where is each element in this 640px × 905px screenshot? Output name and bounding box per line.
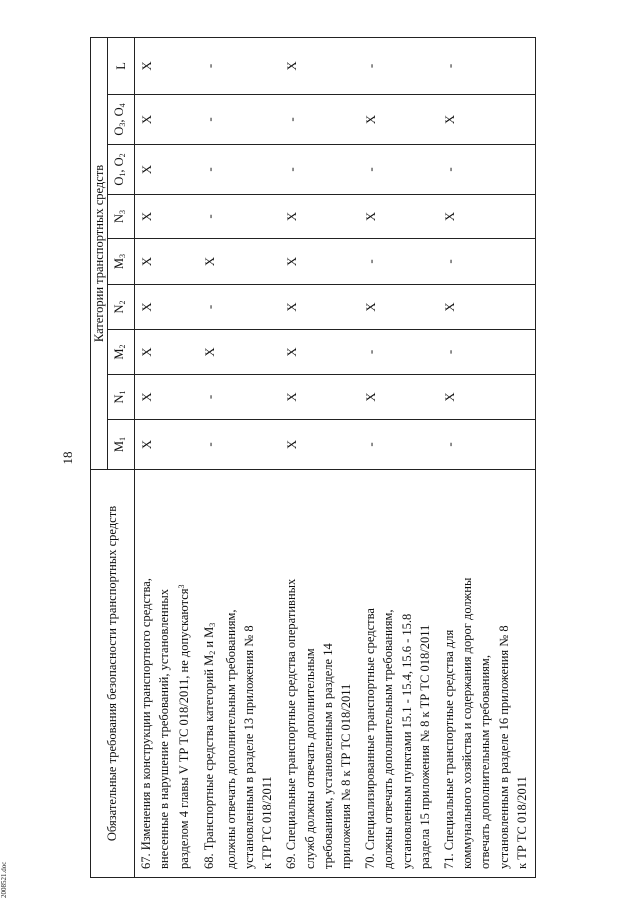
mark-cell: X [135, 37, 198, 94]
mark-cell: - [359, 420, 438, 470]
category-o3-o4: $O_3$, $O_4$ [108, 95, 135, 145]
requirements-header: Обязательные требования безопасности транспортных средств [91, 470, 135, 878]
mark-cell: X [438, 95, 536, 145]
table-row [359, 37, 438, 877]
mark-cell: - [280, 95, 359, 145]
mark-cell: X [280, 37, 359, 94]
requirement-text: 70. Специализированные транспортные средства должны отвечать дополнительным требованиям, установленным пунктами 15.1 - 15.4, 15.6 - 15.8 раздела 15 приложения № 8 к ТР ТС 018/2011 [359, 470, 438, 878]
table-row [280, 37, 359, 877]
mark-cell: X [280, 420, 359, 470]
requirement-text: 67. Изменения в конструкции транспортного средства, внесенные в нарушение требований, установленных разделом 4 главы V ТР ТС 018/2011, не допускаются$^3$ [135, 470, 198, 878]
mark-cell: X [359, 95, 438, 145]
mark-cell: - [198, 145, 281, 195]
category-l: L [108, 37, 135, 94]
category-n2: $N_2$ [108, 285, 135, 330]
mark-cell: X [135, 420, 198, 470]
mark-cell: X [135, 239, 198, 285]
categories-header: Категории транспортных средств [91, 37, 108, 469]
requirement-text: 69. Специальные транспортные средства оперативных служб должны отвечать дополнительным требованиям, установленным в разделе 14 приложения № 8 к ТР ТС 018/2011 [280, 470, 359, 878]
mark-cell: X [359, 195, 438, 239]
mark-cell: X [280, 375, 359, 420]
mark-cell: - [438, 330, 536, 375]
requirements-table [90, 37, 536, 878]
category-n1: $N_1$ [108, 375, 135, 420]
requirement-text: 71. Специальные транспортные средства для коммунального хозяйства и содержания дорог должны отвечать дополнительным требованиям, установленным в разделе 16 приложения № 8 к ТР ТС 018/2011 [438, 470, 536, 878]
category-m1: $M_1$ [108, 420, 135, 470]
mark-cell: X [135, 195, 198, 239]
mark-cell: - [280, 145, 359, 195]
category-o1-o2: $O_1$, $O_2$ [108, 145, 135, 195]
mark-cell: X [280, 285, 359, 330]
mark-cell: X [198, 330, 281, 375]
category-m3: $M_3$ [108, 239, 135, 285]
mark-cell: - [198, 420, 281, 470]
mark-cell: X [438, 195, 536, 239]
table-row [135, 37, 198, 877]
mark-cell: X [198, 239, 281, 285]
requirement-text: 68. Транспортные средства категорий $M_2$ и $M_3$ должны отвечать дополнительным требованиям, установленным в разделе 13 приложения № 8 к ТР ТС 018/2011 [198, 470, 281, 878]
category-m2: $M_2$ [108, 330, 135, 375]
mark-cell: X [438, 375, 536, 420]
mark-cell: - [438, 420, 536, 470]
mark-cell: - [198, 285, 281, 330]
mark-cell: X [135, 330, 198, 375]
mark-cell: - [198, 195, 281, 239]
footnote-marker: 3 [177, 584, 187, 589]
mark-cell: - [359, 330, 438, 375]
category-n3: $N_3$ [108, 195, 135, 239]
mark-cell: X [135, 145, 198, 195]
rotated-page [60, 38, 530, 878]
table-row [198, 37, 281, 877]
mark-cell: - [438, 37, 536, 94]
mark-cell: X [359, 375, 438, 420]
mark-cell: X [280, 330, 359, 375]
mark-cell: - [359, 37, 438, 94]
mark-cell: - [198, 95, 281, 145]
mark-cell: - [438, 145, 536, 195]
mark-cell: X [135, 375, 198, 420]
mark-cell: X [280, 195, 359, 239]
mark-cell: - [359, 239, 438, 285]
mark-cell: - [198, 37, 281, 94]
mark-cell: X [359, 285, 438, 330]
mark-cell: - [198, 375, 281, 420]
table-row [438, 37, 536, 877]
document-filename: 2008521.doc [0, 861, 8, 898]
mark-cell: - [359, 145, 438, 195]
mark-cell: X [280, 239, 359, 285]
mark-cell: X [135, 95, 198, 145]
page-number: 18 [60, 451, 75, 465]
mark-cell: X [438, 285, 536, 330]
mark-cell: X [135, 285, 198, 330]
mark-cell: - [438, 239, 536, 285]
